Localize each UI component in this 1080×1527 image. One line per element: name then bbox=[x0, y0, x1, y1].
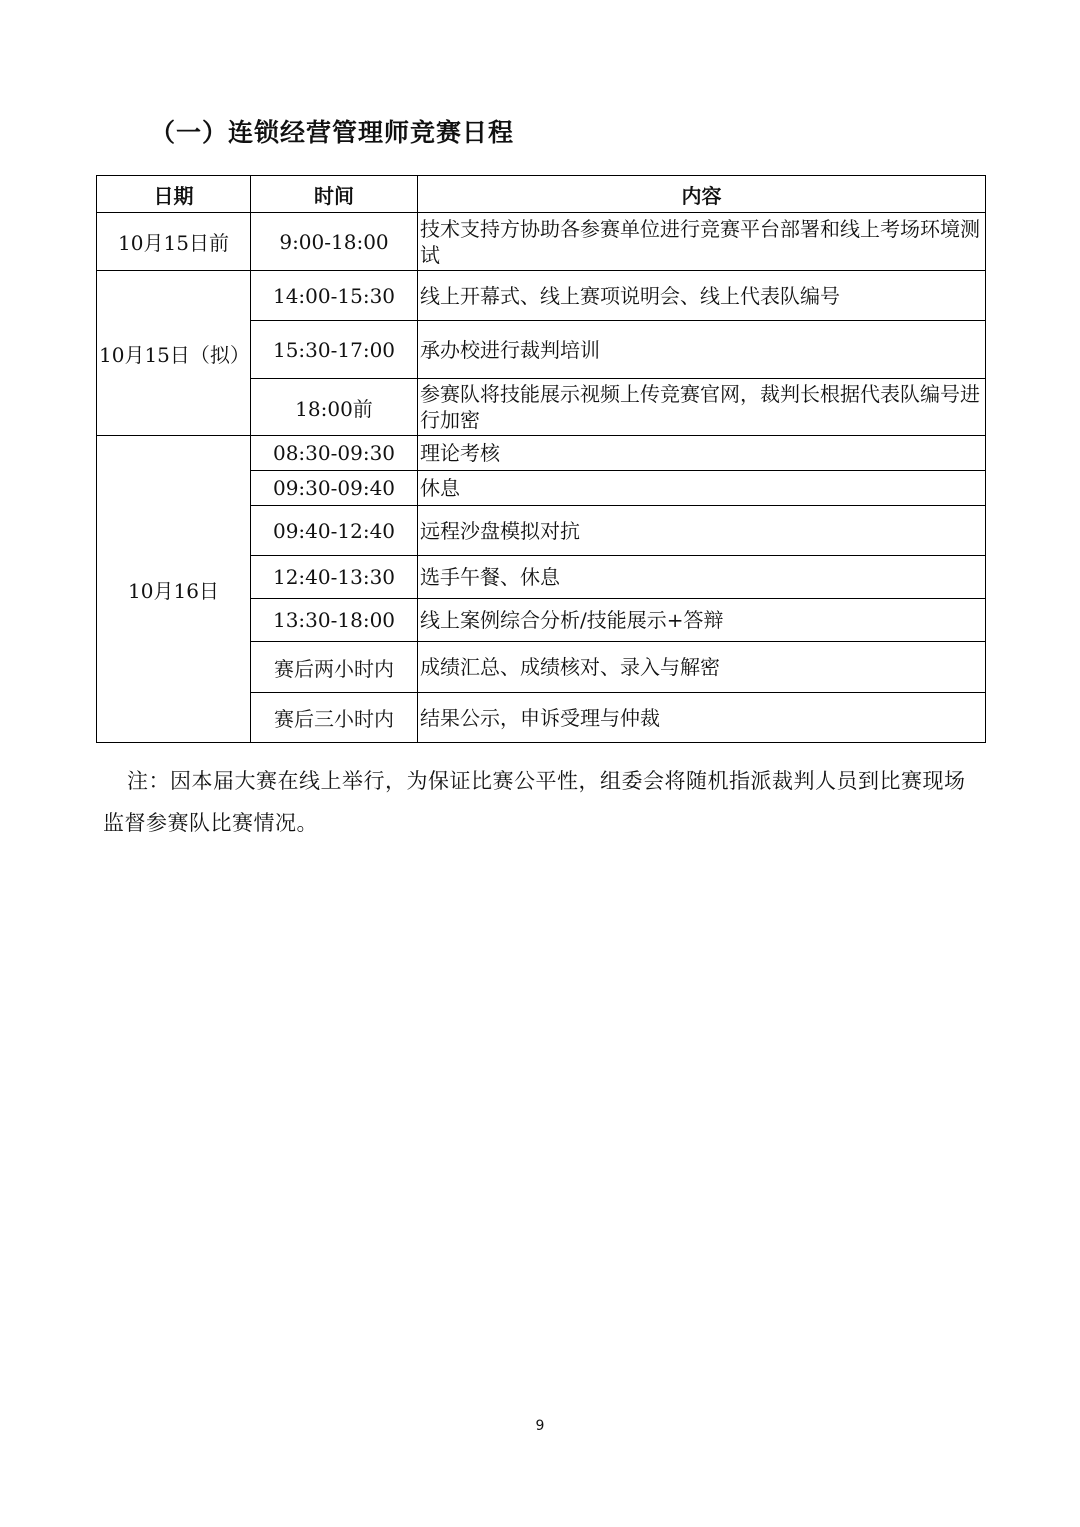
table-row bbox=[97, 271, 986, 321]
time-cell: 09:40-12:40 bbox=[251, 506, 418, 556]
table-row bbox=[97, 213, 986, 271]
time-cell: 08:30-09:30 bbox=[251, 436, 418, 471]
schedule-table bbox=[96, 175, 986, 743]
date-cell: 10月16日 bbox=[97, 436, 251, 743]
content-cell: 线上案例综合分析/技能展示+答辩 bbox=[418, 599, 986, 642]
content-cell: 成绩汇总、成绩核对、录入与解密 bbox=[418, 642, 986, 693]
time-cell: 12:40-13:30 bbox=[251, 556, 418, 599]
time-cell: 赛后三小时内 bbox=[251, 693, 418, 743]
note-paragraph: 注：因本届大赛在线上举行，为保证比赛公平性，组委会将随机指派裁判人员到比赛现场监督参赛队比赛情况。 bbox=[103, 769, 966, 835]
section-title: （一）连锁经营管理师竞赛日程 bbox=[150, 118, 515, 147]
content-cell: 休息 bbox=[418, 471, 986, 506]
content-cell: 选手午餐、休息 bbox=[418, 556, 986, 599]
content-cell: 线上开幕式、线上赛项说明会、线上代表队编号 bbox=[418, 271, 986, 321]
header-date: 日期 bbox=[97, 176, 251, 213]
content-cell: 远程沙盘模拟对抗 bbox=[418, 506, 986, 556]
header-time: 时间 bbox=[251, 176, 418, 213]
date-cell: 10月15日前 bbox=[97, 213, 251, 271]
time-cell: 9:00-18:00 bbox=[251, 213, 418, 271]
content-cell: 承办校进行裁判培训 bbox=[418, 321, 986, 379]
table-row bbox=[97, 436, 986, 471]
table-header-row bbox=[97, 176, 986, 213]
content-cell: 参赛队将技能展示视频上传竞赛官网，裁判长根据代表队编号进行加密 bbox=[418, 379, 986, 436]
time-cell: 18:00前 bbox=[251, 379, 418, 436]
header-content: 内容 bbox=[418, 176, 986, 213]
time-cell: 15:30-17:00 bbox=[251, 321, 418, 379]
time-cell: 09:30-09:40 bbox=[251, 471, 418, 506]
content-cell: 理论考核 bbox=[418, 436, 986, 471]
time-cell: 13:30-18:00 bbox=[251, 599, 418, 642]
date-cell: 10月15日（拟） bbox=[97, 271, 251, 436]
page-number: 9 bbox=[535, 1418, 545, 1434]
content-cell: 技术支持方协助各参赛单位进行竞赛平台部署和线上考场环境测试 bbox=[418, 213, 986, 271]
time-cell: 14:00-15:30 bbox=[251, 271, 418, 321]
content-cell: 结果公示，申诉受理与仲裁 bbox=[418, 693, 986, 743]
time-cell: 赛后两小时内 bbox=[251, 642, 418, 693]
